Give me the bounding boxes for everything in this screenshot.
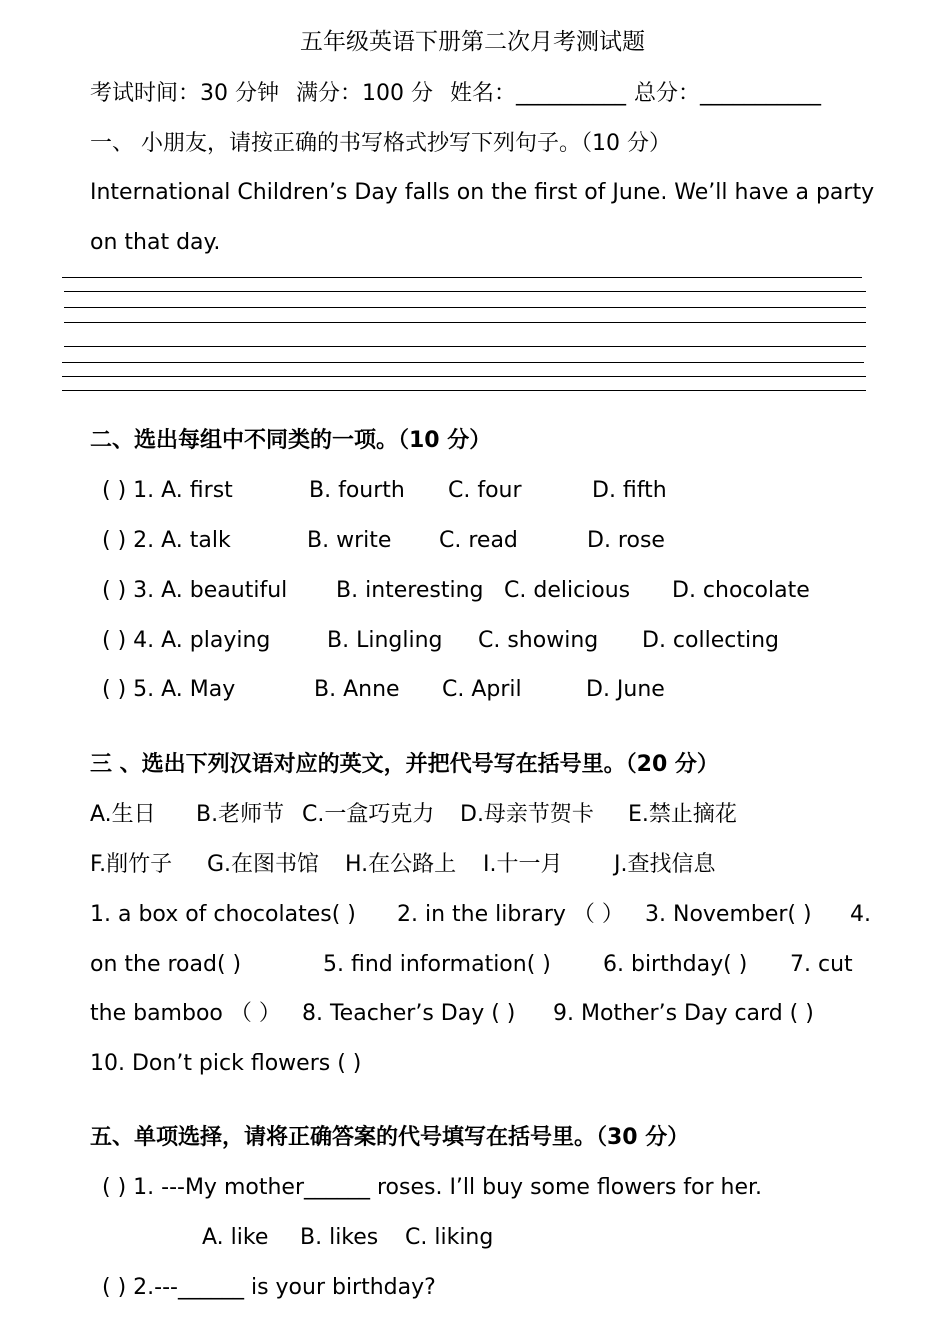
option-b: B. fourth	[309, 478, 405, 503]
matching-line-4[interactable]: 10. Don’t pick flowers ( )	[90, 1051, 362, 1076]
copy-sentence-line-2: on that day.	[90, 230, 221, 255]
writing-line	[62, 362, 864, 363]
option-c: C. read	[439, 528, 518, 553]
writing-line	[62, 390, 866, 391]
choice-option: B. likes	[300, 1225, 379, 1250]
choice-option: C. liking	[405, 1225, 494, 1250]
option-d: D. fifth	[592, 478, 667, 503]
option-d: D. June	[586, 677, 665, 702]
question-choice-a[interactable]: ( ) 2. A. talk	[102, 528, 231, 553]
matching-item[interactable]: 4.	[850, 902, 871, 927]
matching-item[interactable]: 9. Mother’s Day card ( )	[553, 1001, 814, 1026]
writing-line	[64, 346, 866, 347]
option-b: B. Lingling	[327, 628, 443, 653]
option-c: C. showing	[478, 628, 599, 653]
choice-question-2[interactable]: ( ) 2.---______ is your birthday?	[102, 1275, 436, 1300]
option-item: F.削竹子	[90, 852, 173, 877]
question-choice-a[interactable]: ( ) 3. A. beautiful	[102, 578, 288, 603]
matching-item[interactable]: on the road( )	[90, 952, 242, 977]
option-b: B. Anne	[314, 677, 400, 702]
name-field[interactable]: 姓名：__________	[450, 81, 627, 106]
section-2-heading: 二、选出每组中不同类的一项。（10 分）	[90, 428, 492, 453]
matching-item[interactable]: 3. November( )	[645, 902, 812, 927]
option-c: C. April	[442, 677, 522, 702]
full-score: 满分：100 分	[296, 81, 433, 106]
option-item: C.一盒巧克力	[302, 802, 435, 827]
matching-item[interactable]: the bamboo （ ）	[90, 1001, 281, 1026]
option-c: C. four	[448, 478, 522, 503]
option-item: H.在公路上	[345, 852, 457, 877]
option-b: B. interesting	[336, 578, 484, 603]
choice-question-1[interactable]: ( ) 1. ---My mother______ roses. I’ll buy some flowers for her.	[102, 1175, 763, 1200]
option-c: C. delicious	[504, 578, 631, 603]
option-d: D. chocolate	[672, 578, 810, 603]
option-item: G.在图书馆	[207, 852, 320, 877]
option-item: A.生日	[90, 802, 156, 827]
question-choice-a[interactable]: ( ) 1. A. first	[102, 478, 233, 503]
option-item: I.十一月	[483, 852, 563, 877]
section-3-heading: 三 、选出下列汉语对应的英文，并把代号写在括号里。（20 分）	[90, 752, 719, 777]
option-item: B.老师节	[196, 802, 285, 827]
option-item: J.查找信息	[614, 852, 716, 877]
exam-time: 考试时间：30 分钟	[90, 81, 279, 106]
writing-line	[64, 291, 866, 292]
option-d: D. collecting	[642, 628, 779, 653]
copy-sentence-line-1: International Children’s Day falls on the first of June. We’ll have a party	[90, 180, 875, 205]
section-1-heading: 一、 小朋友，请按正确的书写格式抄写下列句子。（10 分）	[90, 131, 671, 156]
section-5-heading: 五、单项选择，请将正确答案的代号填写在括号里。（30 分）	[90, 1125, 690, 1150]
question-choice-a[interactable]: ( ) 5. A. May	[102, 677, 236, 702]
writing-line	[64, 307, 866, 308]
choice-option: A. like	[202, 1225, 269, 1250]
option-item: E.禁止摘花	[628, 802, 737, 827]
option-item: D.母亲节贺卡	[460, 802, 594, 827]
matching-item[interactable]: 2. in the library （ ）	[397, 902, 624, 927]
matching-item[interactable]: 6. birthday( )	[603, 952, 748, 977]
question-choice-a[interactable]: ( ) 4. A. playing	[102, 628, 271, 653]
matching-item[interactable]: 5. find information( )	[323, 952, 551, 977]
matching-item[interactable]: 7. cut	[790, 952, 853, 977]
option-d: D. rose	[587, 528, 665, 553]
writing-line	[62, 277, 862, 278]
page-title: 五年级英语下册第二次月考测试题	[300, 29, 645, 55]
writing-line	[64, 322, 866, 323]
total-score-field[interactable]: 总分：___________	[634, 81, 822, 106]
writing-line	[62, 376, 866, 377]
matching-item[interactable]: 8. Teacher’s Day ( )	[302, 1001, 516, 1026]
option-b: B. write	[307, 528, 392, 553]
matching-item[interactable]: 1. a box of chocolates( )	[90, 902, 356, 927]
